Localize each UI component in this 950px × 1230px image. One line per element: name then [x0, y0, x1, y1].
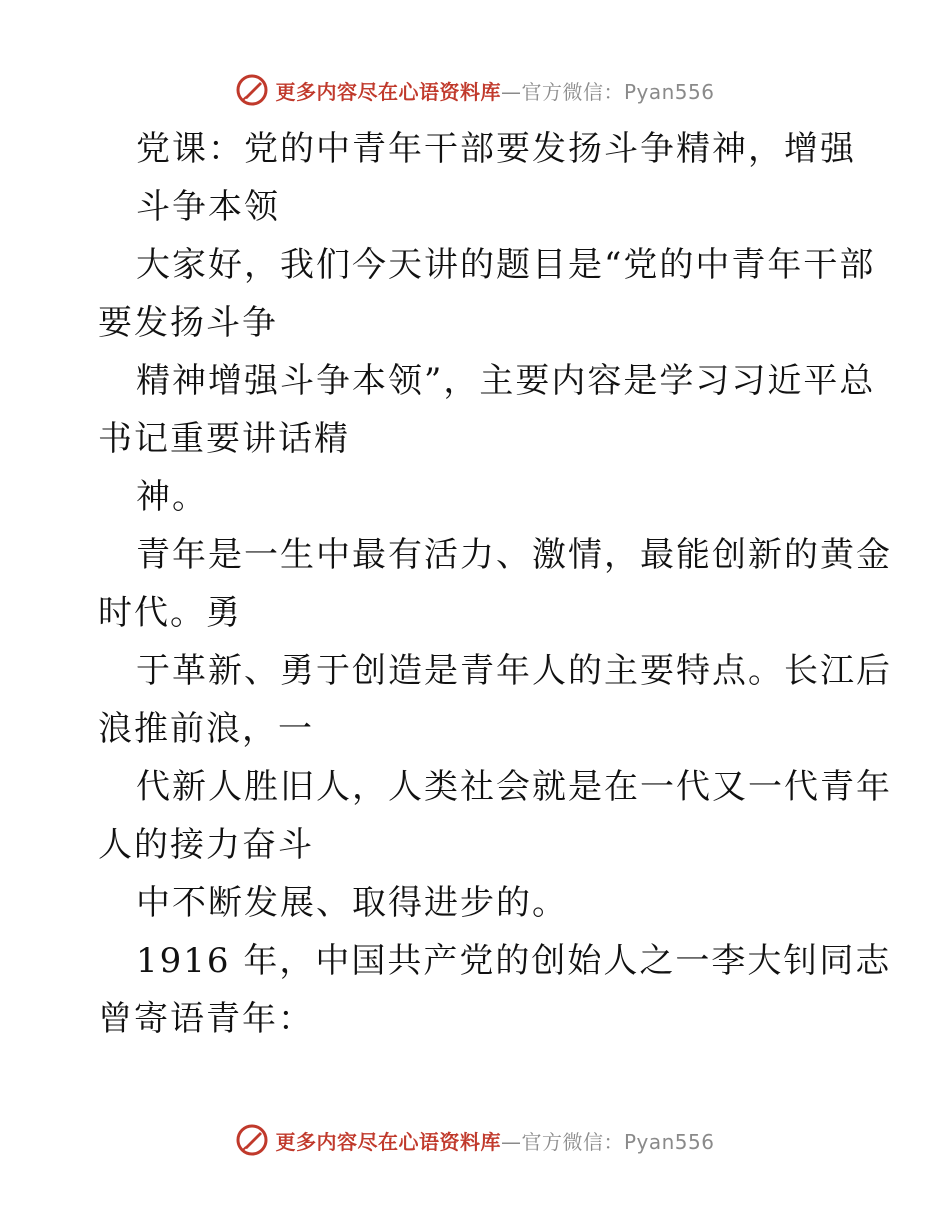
quill-logo-icon — [235, 1123, 269, 1157]
doc-line: 要发扬斗争 — [98, 303, 278, 343]
document-body — [98, 120, 892, 1048]
doc-line: 斗争本领 — [136, 187, 280, 227]
watermark-gray-text: —官方微信：Pyan556 — [500, 79, 715, 104]
footer-watermark — [0, 1120, 950, 1160]
watermark-red-text: 更多内容尽在心语资料库 — [275, 1129, 501, 1154]
doc-line: 党课：党的中青年干部要发扬斗争精神，增强 — [136, 129, 856, 169]
doc-line: 精神增强斗争本领”，主要内容是学习习近平总 — [136, 361, 876, 401]
doc-line: 中不断发展、取得进步的。 — [136, 883, 568, 923]
doc-line: 大家好，我们今天讲的题目是“党的中青年干部 — [136, 245, 876, 285]
doc-line: 人的接力奋斗 — [98, 825, 314, 865]
doc-line: 曾寄语青年： — [98, 999, 314, 1039]
watermark-text — [275, 76, 714, 105]
doc-line: 1916 年，中国共产党的创始人之一李大钊同志 — [136, 941, 892, 981]
doc-line: 代新人胜旧人，人类社会就是在一代又一代青年 — [136, 767, 892, 807]
doc-line: 浪推前浪，一 — [98, 709, 314, 749]
doc-line: 时代。勇 — [98, 593, 242, 633]
watermark-red-text: 更多内容尽在心语资料库 — [275, 79, 501, 104]
doc-line: 书记重要讲话精 — [98, 419, 350, 459]
quill-logo-icon — [235, 73, 269, 107]
watermark-text — [275, 1126, 714, 1155]
doc-line: 青年是一生中最有活力、激情，最能创新的黄金 — [136, 535, 892, 575]
header-watermark — [0, 70, 950, 110]
watermark-gray-text: —官方微信：Pyan556 — [500, 1129, 715, 1154]
doc-line: 神。 — [136, 477, 208, 517]
doc-line: 于革新、勇于创造是青年人的主要特点。长江后 — [136, 651, 892, 691]
